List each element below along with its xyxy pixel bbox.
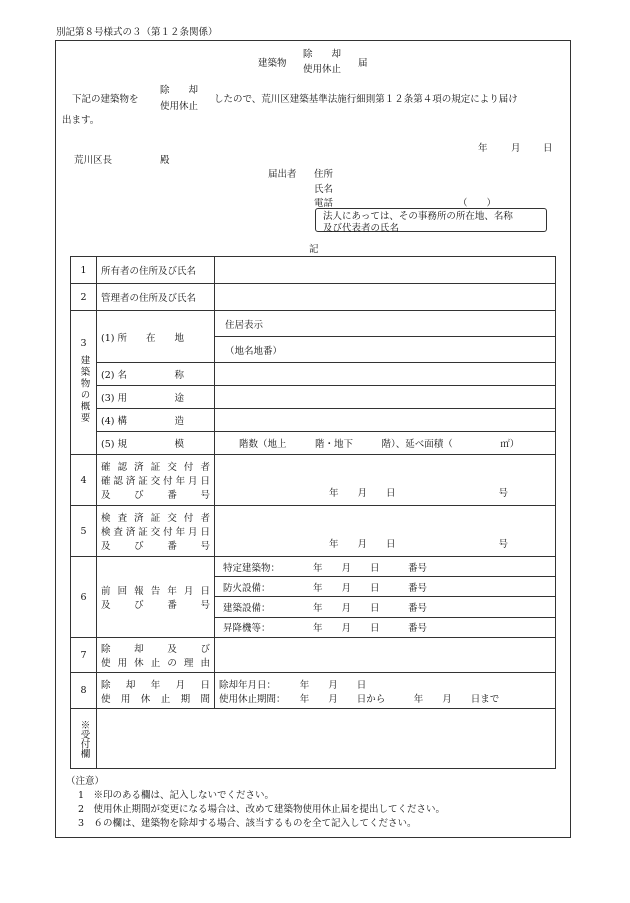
previous-report-field: [215, 557, 556, 638]
inspection-number: 号: [498, 539, 509, 550]
intro-post: したので、荒川区建築基準法施行細則第１２条第４項の規定により届け: [214, 94, 518, 105]
intro-line2: 出ます。: [62, 115, 100, 126]
details-table: [70, 256, 556, 769]
row-location: [71, 311, 556, 363]
location-label: (1) 所 在 地: [97, 311, 215, 363]
applicant-address-label: 住所: [314, 169, 334, 180]
notes: [66, 773, 445, 829]
owner-label: 所有者の住所及び氏名: [97, 257, 215, 284]
reception-mark-cell: [71, 709, 97, 769]
demolition-date: 除却年月日： 年 月 日: [219, 679, 367, 691]
row-scale: [71, 432, 556, 455]
confirmation-label: 確認済証交付者 確認済証交付年月日 及 び 番 号: [97, 455, 215, 506]
reception-label: ※受付欄: [78, 719, 90, 758]
corporate-note-line2: 及び代表者の氏名: [323, 223, 400, 234]
manager-field[interactable]: [215, 284, 556, 311]
ki-heading: 記: [309, 244, 319, 255]
date-day: 日: [543, 143, 553, 154]
structure-label: (4) 構 造: [97, 409, 215, 432]
building-overview-label: 建築物の概要: [78, 355, 90, 424]
row-number: 6: [71, 557, 97, 638]
suspension-period: 使用休止期間： 年 月 日から 年 月 日まで: [219, 693, 500, 705]
report-item[interactable]: 防火設備： 年 月 日 番号: [215, 577, 555, 597]
use-field[interactable]: [215, 386, 556, 409]
residence-display[interactable]: 住居表示: [215, 311, 555, 337]
inspection-field[interactable]: [215, 506, 556, 557]
structure-field[interactable]: [215, 409, 556, 432]
confirmation-date: 年 月 日: [329, 488, 396, 499]
owner-field[interactable]: [215, 257, 556, 284]
previous-report-label: 前回報告年月日 及 び 番 号: [97, 557, 215, 638]
scale-label: (5) 規 模: [97, 432, 215, 455]
manager-label: 管理者の住所及び氏名: [97, 284, 215, 311]
notes-title: （注意）: [66, 776, 105, 787]
row-number: 3: [80, 338, 87, 349]
row-number: 8: [71, 673, 97, 709]
row-manager: [71, 284, 556, 311]
row-reception: [71, 709, 556, 769]
row-inspection: [71, 506, 556, 557]
location-field: [215, 311, 556, 363]
title-option-suspend: 使用休止: [303, 64, 342, 75]
applicant-name-label: 氏名: [314, 184, 334, 195]
lot-number[interactable]: （地名地番）: [225, 345, 283, 357]
period-label: 除 却 年 月 日 使 用 休 止 期 間: [97, 673, 215, 709]
applicant-phone-label: 電話: [314, 198, 334, 209]
row-number: 2: [71, 284, 97, 311]
intro-option-suspend: 使用休止: [160, 101, 199, 112]
reception-field: [97, 709, 556, 769]
applicant-phone-paren: （ ）: [458, 198, 497, 209]
date-month: 月: [511, 143, 521, 154]
row-use: [71, 386, 556, 409]
intro-option-demolish: 除 却: [160, 85, 199, 96]
addressee-honorific: 殿: [160, 155, 170, 166]
confirmation-field[interactable]: [215, 455, 556, 506]
inspection-date: 年 月 日: [329, 539, 396, 550]
row-name: [71, 363, 556, 386]
use-label: (3) 用 途: [97, 386, 215, 409]
row-owner: [71, 257, 556, 284]
intro-pre: 下記の建築物を: [72, 94, 139, 105]
confirmation-number: 号: [498, 488, 509, 499]
addressee-name: 荒川区長: [74, 155, 113, 166]
report-item[interactable]: 昇降機等： 年 月 日 番号: [223, 623, 428, 635]
row-confirmation: [71, 455, 556, 506]
reason-field[interactable]: [215, 638, 556, 673]
period-field[interactable]: [215, 673, 556, 709]
title-option-demolish: 除 却: [303, 49, 342, 60]
report-item[interactable]: 建築設備： 年 月 日 番号: [215, 597, 555, 617]
form-id: 別記第８号様式の３（第１２条関係）: [56, 27, 218, 38]
name-field[interactable]: [215, 363, 556, 386]
note-item: 1 ※印のある欄は、記入しないでください。: [78, 790, 275, 801]
row-number: 5: [71, 506, 97, 557]
row-structure: [71, 409, 556, 432]
date-year: 年: [478, 143, 488, 154]
note-item: 2 使用休止期間が変更になる場合は、改めて建築物使用休止届を提出してください。: [78, 804, 446, 815]
reason-label: 除 却 及 び 使用休止の理由: [97, 638, 215, 673]
row-number: 4: [71, 455, 97, 506]
note-item: 3 ６の欄は、建築物を除却する場合、該当するものを全て記入してください。: [78, 818, 417, 829]
title-prefix: 建築物: [258, 58, 287, 69]
name-label: (2) 名 称: [97, 363, 215, 386]
row-reason: [71, 638, 556, 673]
building-overview-cell: [71, 311, 97, 455]
row-previous-report: [71, 557, 556, 638]
row-number: 7: [71, 638, 97, 673]
inspection-label: 検査済証交付者 検査済証交付年月日 及 び 番 号: [97, 506, 215, 557]
row-period: [71, 673, 556, 709]
applicant-label: 届出者: [268, 169, 297, 180]
title-suffix: 届: [358, 58, 368, 69]
corporate-note-line1: 法人にあっては、その事務所の所在地、名称: [323, 211, 513, 222]
report-item[interactable]: 特定建築物： 年 月 日 番号: [215, 557, 555, 577]
scale-field[interactable]: 階数（地上 階・地下 階）、延べ面積（ ㎡）: [215, 432, 556, 455]
row-number: 1: [71, 257, 97, 284]
